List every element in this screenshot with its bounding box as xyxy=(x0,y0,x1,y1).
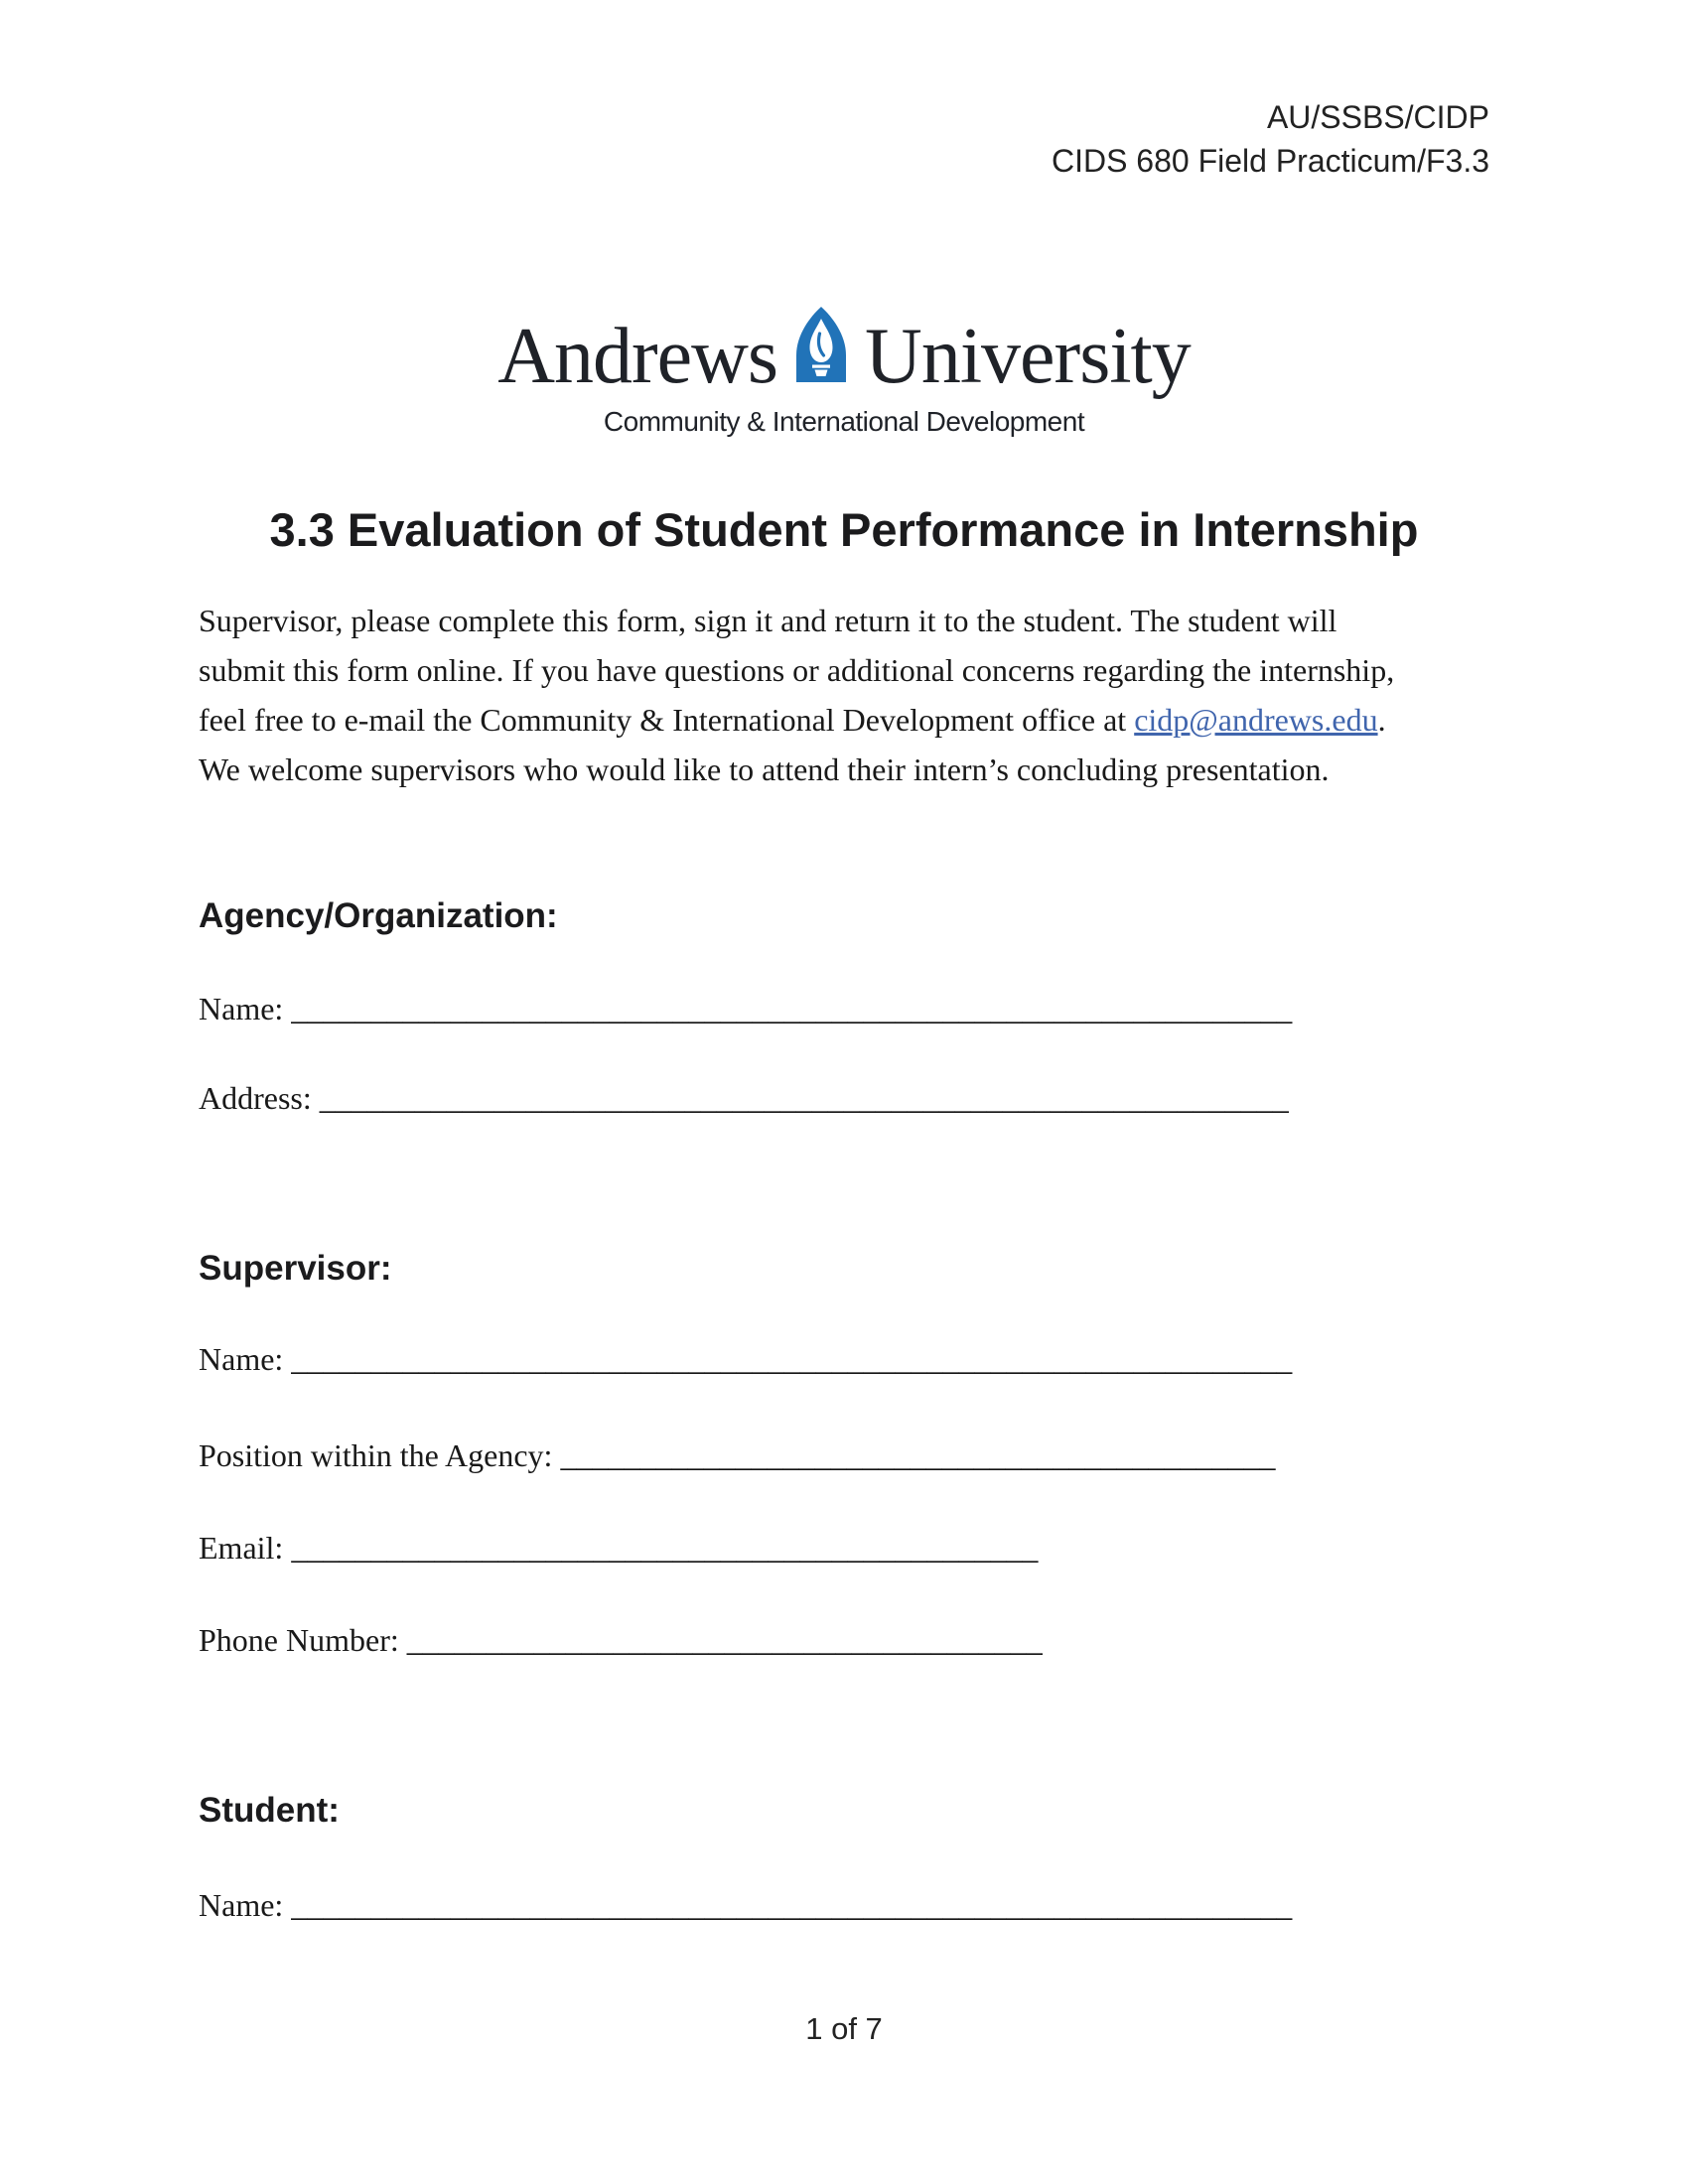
logo-subtitle: Community & International Development xyxy=(603,406,1085,437)
flame-icon xyxy=(795,306,847,388)
field-blank-supervisor-position: _____________________________________________ xyxy=(560,1437,1276,1473)
field-label-supervisor-phone: Phone Number: xyxy=(199,1622,399,1658)
supervisor-email-row xyxy=(199,1530,1038,1567)
intro-line-3-period: . xyxy=(1377,702,1386,738)
page-number: 1 of 7 xyxy=(805,2011,883,2046)
intro-paragraph xyxy=(199,596,1499,794)
andrews-university-logo xyxy=(0,306,1688,438)
field-blank-supervisor-email: _______________________________________________ xyxy=(291,1530,1039,1566)
supervisor-phone-row xyxy=(199,1622,1043,1659)
section-heading-agency: Agency/Organization: xyxy=(199,896,558,935)
logo-word-andrews: Andrews xyxy=(497,313,778,400)
intro-line-3-text: feel free to e-mail the Community & International Development office at xyxy=(199,702,1135,738)
section-heading-supervisor: Supervisor: xyxy=(199,1249,392,1288)
field-label-supervisor-email: Email: xyxy=(199,1530,284,1566)
student-name-row xyxy=(199,1887,1292,1924)
intro-line-2: submit this form online. If you have questions or additional concerns regarding the internship, xyxy=(199,652,1395,688)
agency-name-row xyxy=(199,991,1292,1027)
field-label-supervisor-position: Position within the Agency: xyxy=(199,1437,553,1473)
supervisor-name-row xyxy=(199,1341,1292,1378)
field-blank-agency-name: _______________________________________________________________ xyxy=(291,991,1293,1026)
page-title: 3.3 Evaluation of Student Performance in Internship xyxy=(269,503,1419,556)
field-label-agency-address: Address: xyxy=(199,1080,312,1116)
intro-line-3 xyxy=(199,695,1499,745)
logo-word-university: University xyxy=(865,313,1191,400)
email-link[interactable]: cidp@andrews.edu xyxy=(1134,702,1378,738)
supervisor-position-row xyxy=(199,1437,1275,1474)
field-blank-supervisor-name: _______________________________________________________________ xyxy=(291,1341,1293,1377)
course-code: CIDS 680 Field Practicum/F3.3 xyxy=(1051,143,1489,179)
field-blank-agency-address: _____________________________________________________________ xyxy=(319,1080,1289,1116)
field-label-student-name: Name: xyxy=(199,1887,284,1923)
doc-header xyxy=(1052,95,1489,183)
field-label-agency-name: Name: xyxy=(199,991,284,1026)
field-label-supervisor-name: Name: xyxy=(199,1341,284,1377)
field-blank-student-name: _______________________________________________________________ xyxy=(291,1887,1293,1923)
section-heading-student: Student: xyxy=(199,1791,340,1830)
doc-code: AU/SSBS/CIDP xyxy=(1266,99,1489,135)
agency-address-row xyxy=(199,1080,1289,1117)
field-blank-supervisor-phone: ________________________________________ xyxy=(406,1622,1043,1658)
intro-line-4: We welcome supervisors who would like to attend their intern’s concluding presentation. xyxy=(199,751,1330,787)
intro-line-1: Supervisor, please complete this form, sign it and return it to the student. The student will xyxy=(199,603,1337,638)
